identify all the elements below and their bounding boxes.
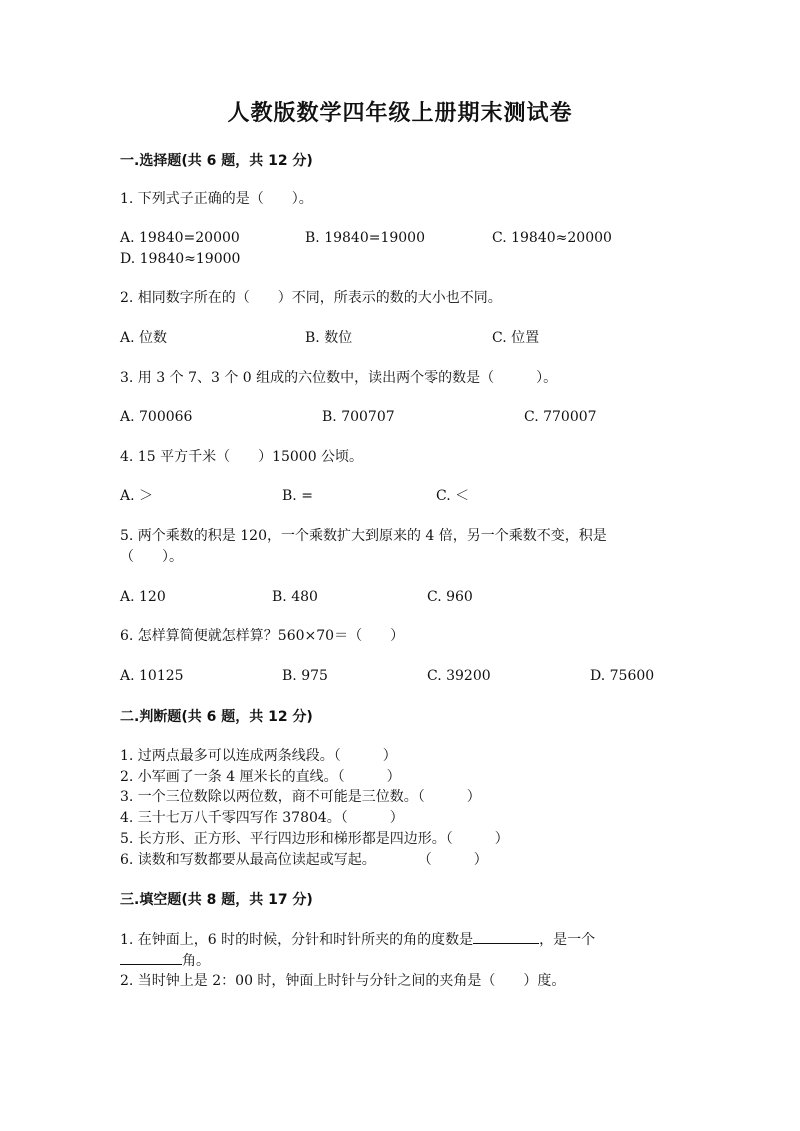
option-d: D. 75600 [590,668,655,684]
option-c: C. 19840≈20000 [492,230,612,246]
fill-question-1-text: 1. 在钟面上，6 时的时候，分针和时针所夹的角的度数是 [120,932,474,948]
question-text: 6. 怎样算简便就怎样算？560×70＝（ ） [120,628,405,644]
page-title: 人教版数学四年级上册期末测试卷 [227,100,573,126]
question-text: 2. 相同数字所在的（ ）不同，所表示的数的大小也不同。 [120,290,502,306]
option-b: B. 700707 [322,409,395,425]
judgement-item: 6. 读数和写数都要从最高位读起或写起。 （ ） [120,852,488,868]
option-c: C. 位置 [492,330,540,346]
option-a: A. 120 [120,589,166,605]
answer-blank[interactable] [473,929,539,944]
option-c: C. 39200 [427,668,491,684]
option-a: A. 19840=20000 [120,230,240,246]
fill-question-1-text-2: ，是一个 [539,932,596,948]
option-b: B. 19840=19000 [305,230,425,246]
question-text-continued: （ ）。 [120,549,183,565]
answer-blank[interactable] [120,950,182,965]
fill-question-1-continued [120,950,210,971]
option-b: B. 480 [272,589,318,605]
option-c: C. ＜ [436,488,470,504]
option-c: C. 770007 [524,409,597,425]
option-b: B. 数位 [305,330,353,346]
section-heading-fill-blank: 三.填空题(共 8 题，共 17 分) [120,892,313,908]
question-text: 4. 15 平方千米（ ）15000 公顷。 [120,449,364,465]
option-b: B. = [282,488,313,504]
option-a: A. 700066 [120,409,193,425]
judgement-item: 1. 过两点最多可以连成两条线段。（ ） [120,748,397,764]
option-a: A. 10125 [120,668,184,684]
fill-question-1-text-3: 角。 [182,953,210,969]
fill-question-1 [120,929,595,950]
section-heading-choice: 一.选择题(共 6 题，共 12 分) [120,153,313,169]
question-text: 5. 两个乘数的积是 120，一个乘数扩大到原来的 4 倍，另一个乘数不变，积是 [120,528,607,544]
judgement-item: 5. 长方形、正方形、平行四边形和梯形都是四边形。（ ） [120,831,509,847]
option-d: D. 19840≈19000 [120,251,241,267]
judgement-item: 2. 小军画了一条 4 厘米长的直线。（ ） [120,769,401,785]
section-heading-judgement: 二.判断题(共 6 题，共 12 分) [120,709,313,725]
question-text: 3. 用 3 个 7、3 个 0 组成的六位数中，读出两个零的数是（ ）。 [120,370,558,386]
option-a: A. 位数 [120,330,168,346]
fill-question-2: 2. 当时钟上是 2：00 时，钟面上时针与分针之间的夹角是（ ）度。 [120,973,566,989]
judgement-item: 4. 三十七万八千零四写作 37804。（ ） [120,810,404,826]
question-text: 1. 下列式子正确的是（ ）。 [120,191,313,207]
judgement-item: 3. 一个三位数除以两位数，商不可能是三位数。（ ） [120,789,481,805]
option-a: A. ＞ [120,488,154,504]
option-b: B. 975 [282,668,328,684]
option-c: C. 960 [427,589,473,605]
